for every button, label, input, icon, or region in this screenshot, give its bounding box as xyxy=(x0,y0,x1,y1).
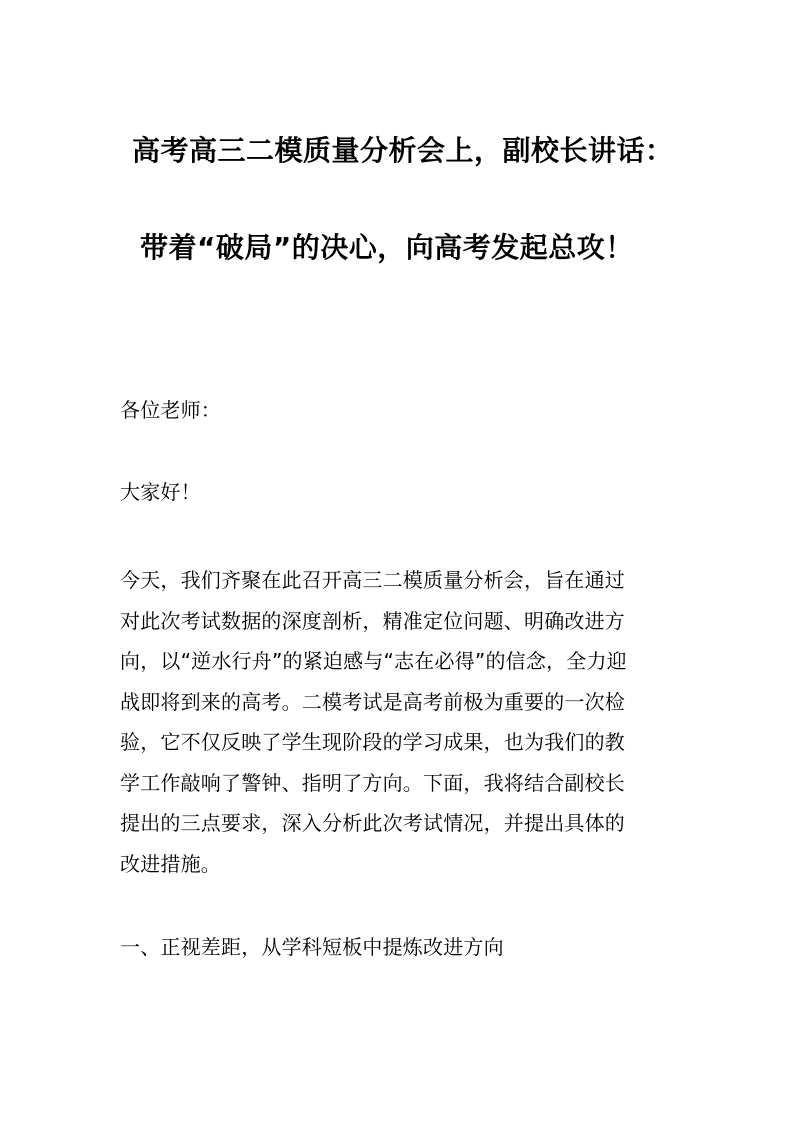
salutation: 各位老师： xyxy=(120,398,221,422)
intro-paragraph xyxy=(120,560,675,884)
paragraph-line: 验，它不仅反映了学生现阶段的学习成果，也为我们的教 xyxy=(120,730,625,754)
paragraph-line: 改进措施。 xyxy=(120,851,221,876)
document-title-line-1: 高考高三二模质量分析会上，副校长讲话： xyxy=(132,134,674,167)
paragraph-line: 学工作敲响了警钟、指明了方向。下面，我将结合副校长 xyxy=(120,770,625,795)
document-title-line-2: 带着“破局”的决心，向高考发起总攻！ xyxy=(140,231,634,264)
paragraph-line: 战即将到来的高考。二模考试是高考前极为重要的一次检 xyxy=(120,689,625,714)
section-heading-1: 一、正视差距，从学科短板中提炼改进方向 xyxy=(120,935,504,959)
paragraph-line: 向，以“逆水行舟”的紧迫感与“志在必得”的信念，全力迎 xyxy=(120,649,627,673)
greeting: 大家好！ xyxy=(120,480,201,504)
paragraph-line: 对此次考试数据的深度剖析，精准定位问题、明确改进方 xyxy=(120,608,625,633)
paragraph-line: 提出的三点要求，深入分析此次考试情况，并提出具体的 xyxy=(120,811,625,835)
paragraph-line: 今天，我们齐聚在此召开高三二模质量分析会，旨在通过 xyxy=(120,568,625,592)
